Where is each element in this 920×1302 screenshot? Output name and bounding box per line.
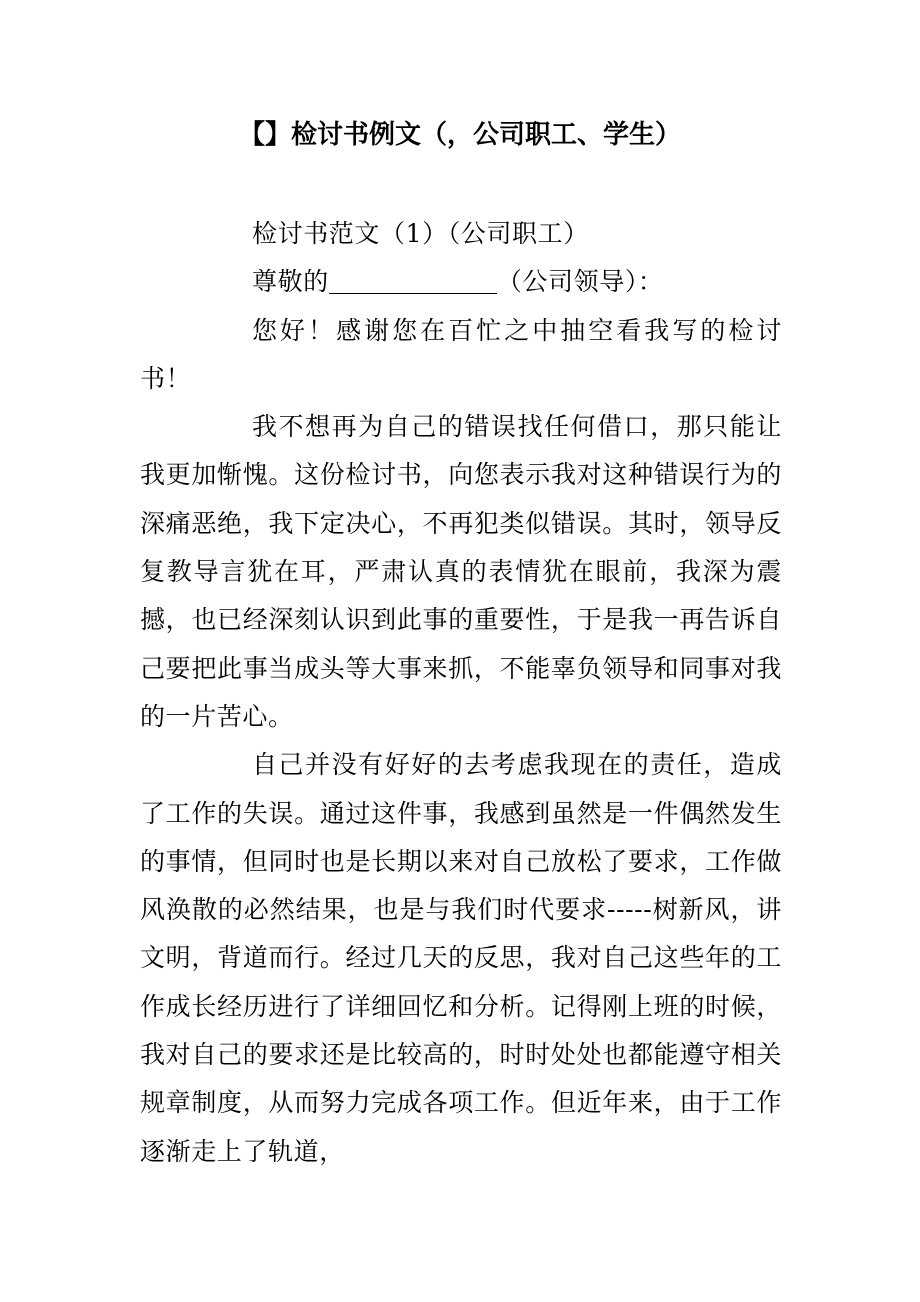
paragraph-apology: 我不想再为自己的错误找任何借口，那只能让我更加惭愧。这份检讨书，向您表示我对这种错误行为的深痛恶绝，我下定决心，不再犯类似错误。其时，领导反复教导言犹在耳，严肃认真的表情犹在眼前，我深为震撼，也已经深刻认识到此事的重要性，于是我一再告诉自己要把此事当成头等大事来抓，不能辜负领导和同事对我的一片苦心。 <box>140 412 782 731</box>
document-body <box>140 210 782 1176</box>
section-subtitle: 检讨书范文（1）（公司职工） <box>252 219 589 248</box>
document-title: 【】检讨书例文（，公司职工、学生） <box>238 120 681 150</box>
salutation-prefix: 尊敬的 <box>252 267 329 297</box>
salutation-line <box>140 258 782 306</box>
paragraph-reflection: 自己并没有好好的去考虑我现在的责任，造成了工作的失误。通过这件事，我感到虽然是一件偶然发生的事情，但同时也是长期以来对自己放松了要求，工作做风涣散的必然结果，也是与我们时代要求-----树新风，讲文明，背道而行。经过几天的反思，我对自己这些年的工作成长经历进行了详细回忆和分析。记得刚上班的时候，我对自己的要求还是比较高的，时时处处也都能遵守相关规章制度，从而努力完成各项工作。但近年来，由于工作逐渐走上了轨道， <box>140 750 782 1166</box>
salutation-suffix: （公司领导）： <box>496 267 664 297</box>
salutation-blank <box>329 263 497 294</box>
paragraph-greeting: 您好！感谢您在百忙之中抽空看我写的检讨书！ <box>140 315 782 393</box>
